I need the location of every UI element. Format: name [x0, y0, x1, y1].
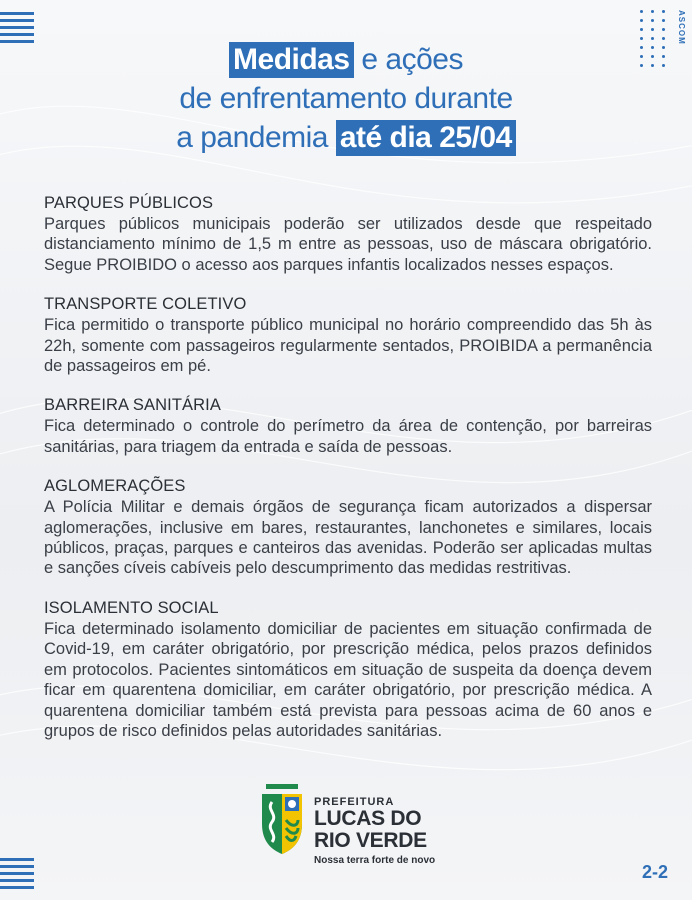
logo-slogan: Nossa terra forte de novo [314, 855, 436, 866]
section-body: Fica permitido o transporte público municipal no horário compreendido das 5h às 22h, somente com passageiros regularmente sentados, PROIBIDA a permanência de passageiros em pé. [44, 316, 652, 376]
page-number: 2-2 [641, 862, 668, 882]
logo-city-line-2: RIO VERDE [314, 829, 427, 852]
section-body: Parques públicos municipais poderão ser utilizados desde que respeitado distanciamento mínimo de 1,5 m entre as pessoas, uso de máscara obrigatório. Segue PROIBIDO o acesso aos parques infantis localizados nesses espaços. [44, 215, 652, 274]
section-body: A Polícia Militar e demais órgãos de segurança ficam autorizados a dispersar aglomerações, inclusive em bares, restaurantes, lanchonetes e similares, locais públicos, praças, parques e canteiros das avenidas. Poderão ser aplicadas multas e sanções cíveis cabíveis pelo descumprimento das medidas restritivas. [44, 498, 652, 578]
title-line-1-rest: e ações [353, 43, 463, 76]
section-parques-publicos [44, 193, 652, 275]
title-line-3-prefix: a pandemia [176, 121, 336, 154]
logo-text-block [314, 796, 435, 866]
title-line-3 [0, 118, 692, 157]
section-barreira-sanitaria [44, 395, 652, 457]
section-heading: TRANSPORTE COLETIVO [44, 295, 247, 314]
city-crest-icon [258, 784, 306, 856]
section-heading: PARQUES PÚBLICOS [44, 194, 214, 212]
title-line-2: de enfrentamento durante [179, 82, 513, 115]
section-body: Fica determinado o controle do perímetro da área de contenção, por barreiras sanitárias, para triagem da entrada e saída de pessoas. [44, 417, 652, 456]
logo-prefeitura: PREFEITURA [314, 796, 395, 808]
prefeitura-logo [258, 780, 458, 870]
logo-city-line-1: LUCAS DO [314, 807, 422, 830]
measures-list [44, 193, 652, 760]
title-highlight-medidas: Medidas [229, 42, 354, 78]
section-heading: ISOLAMENTO SOCIAL [44, 598, 219, 617]
section-heading: AGLOMERAÇÕES [44, 477, 186, 496]
section-aglomeracoes [44, 476, 652, 579]
section-transporte-coletivo [44, 294, 652, 376]
title-line-1 [0, 40, 692, 79]
title-highlight-date: até dia 25/04 [336, 120, 516, 156]
section-heading: BARREIRA SANITÁRIA [44, 396, 221, 415]
decorative-stripes-bottom [0, 858, 34, 893]
ascom-label: ASCOM [677, 10, 686, 45]
page-title [0, 40, 692, 157]
section-isolamento-social [44, 598, 652, 741]
section-body: Fica determinado isolamento domiciliar de pacientes em situação confirmada de Covid-19, em caráter obrigatório, por prescrição médica, pelos prazos definidos em protocolos. Pacientes sintomáticos em situação de suspeita da doença devem ficar em quarentena domiciliar, em caráter obrigatório, por prescrição médica. A quarentena domiciliar também está prevista para pessoas acima de 60 anos e grupos de risco definidos pelas autoridades sanitárias. [44, 619, 652, 740]
